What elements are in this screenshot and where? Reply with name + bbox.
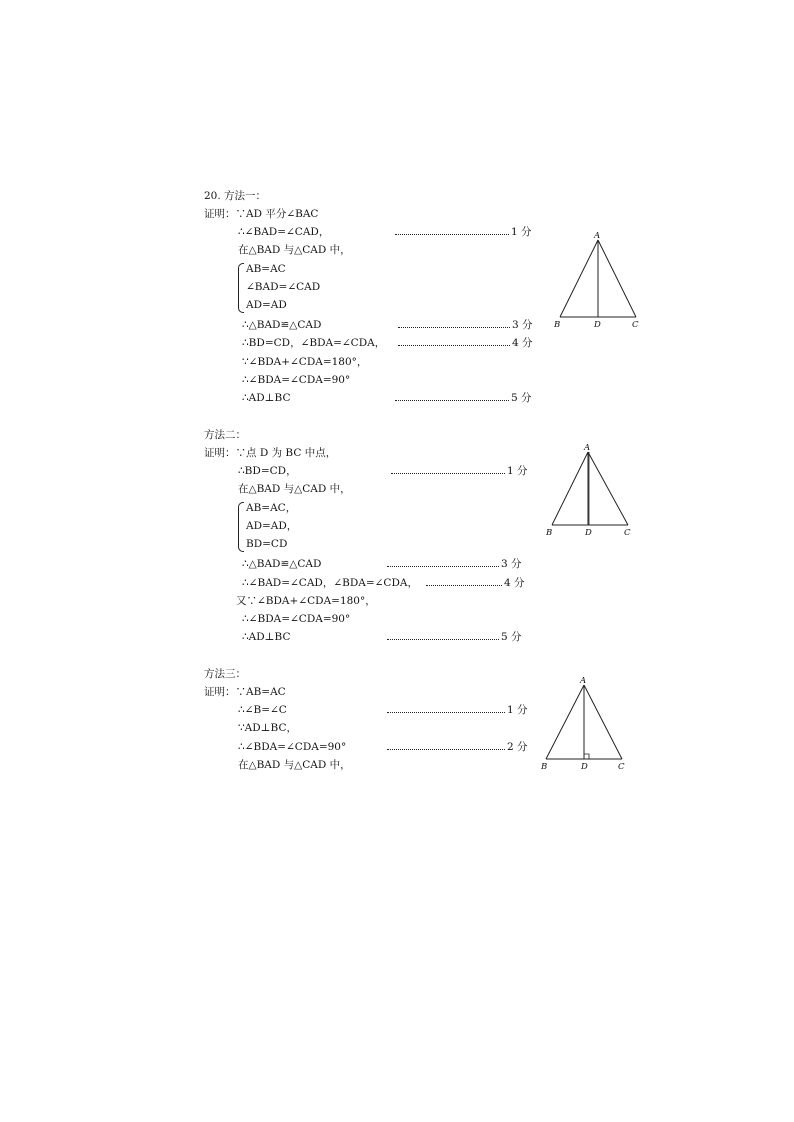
score-mark: 2 分: [387, 740, 528, 754]
triangle-figure-3: [538, 673, 638, 778]
proof-line: ∴AD⊥BC: [242, 631, 291, 643]
vertex-label-a: A: [580, 676, 587, 686]
proof-line: ∠BAD=∠CAD: [246, 281, 321, 293]
proof-line: ∴BD=CD，: [238, 465, 297, 477]
score-mark: 4 分: [398, 336, 533, 350]
proof-line: 又∵∠BDA+∠CDA=180°，: [236, 595, 376, 607]
proof-line: AB=AC，: [246, 502, 297, 514]
proof-line: ∴∠BDA=∠CDA=90°: [242, 613, 351, 625]
method-2-heading: 方法二：: [204, 429, 246, 441]
proof-line: 在△BAD 与△CAD 中，: [238, 483, 351, 495]
score-mark: 5 分: [387, 630, 522, 644]
proof-line: ∴△BAD≌△CAD: [242, 319, 322, 331]
proof-line: 证明：∵AD 平分∠BAC: [204, 208, 319, 220]
vertex-label-d: D: [594, 320, 601, 330]
score-mark: 3 分: [387, 557, 522, 571]
vertex-label-d: D: [585, 528, 592, 538]
score-mark: 1 分: [387, 703, 528, 717]
proof-line: AD=AD，: [246, 520, 298, 532]
score-mark: 3 分: [398, 318, 533, 332]
proof-line: 证明：∵点 D 为 BC 中点，: [204, 447, 337, 459]
proof-line: 证明：∵AB=AC: [204, 686, 286, 698]
system-brace: [238, 502, 244, 552]
score-mark: 5 分: [395, 391, 532, 405]
proof-line: BD=CD: [246, 538, 288, 550]
vertex-label-a: A: [584, 443, 591, 453]
proof-line: ∴△BAD≌△CAD: [242, 558, 322, 570]
vertex-label-c: C: [618, 762, 625, 772]
proof-line: ∴∠BAD=∠CAD，: [238, 226, 330, 238]
proof-line: ∵AD⊥BC，: [238, 722, 298, 734]
vertex-label-c: C: [632, 320, 639, 330]
vertex-label-c: C: [624, 528, 631, 538]
system-brace: [238, 263, 244, 313]
proof-line: ∵∠BDA+∠CDA=180°，: [242, 356, 368, 368]
vertex-label-b: B: [541, 762, 548, 772]
proof-line: ∴∠BDA=∠CDA=90°: [242, 374, 351, 386]
proof-line: AB=AC: [246, 263, 286, 275]
score-mark: 1 分: [391, 464, 528, 478]
proof-line: ∴∠B=∠C: [238, 704, 287, 716]
proof-line: ∴∠BDA=∠CDA=90°: [238, 741, 347, 753]
vertex-label-b: B: [546, 528, 553, 538]
proof-line: ∴BD=CD，∠BDA=∠CDA，: [242, 337, 386, 349]
right-angle-mark: [584, 754, 589, 759]
score-mark: 1 分: [395, 225, 532, 239]
proof-line: 在△BAD 与△CAD 中，: [238, 759, 351, 771]
score-mark: 4 分: [426, 576, 525, 590]
method-1-heading: 20. 方法一：: [204, 190, 267, 202]
method-3-heading: 方法三：: [204, 668, 246, 680]
proof-line: ∴∠BAD=∠CAD，∠BDA=∠CDA，: [242, 577, 418, 589]
vertex-label-b: B: [554, 320, 561, 330]
triangle-figure-1: [548, 228, 648, 338]
proof-line: ∴AD⊥BC: [242, 392, 291, 404]
triangle-figure-2: [542, 440, 642, 545]
proof-line: AD=AD: [246, 299, 287, 311]
vertex-label-d: D: [581, 762, 588, 772]
vertex-label-a: A: [594, 231, 601, 241]
proof-line: 在△BAD 与△CAD 中，: [238, 244, 351, 256]
